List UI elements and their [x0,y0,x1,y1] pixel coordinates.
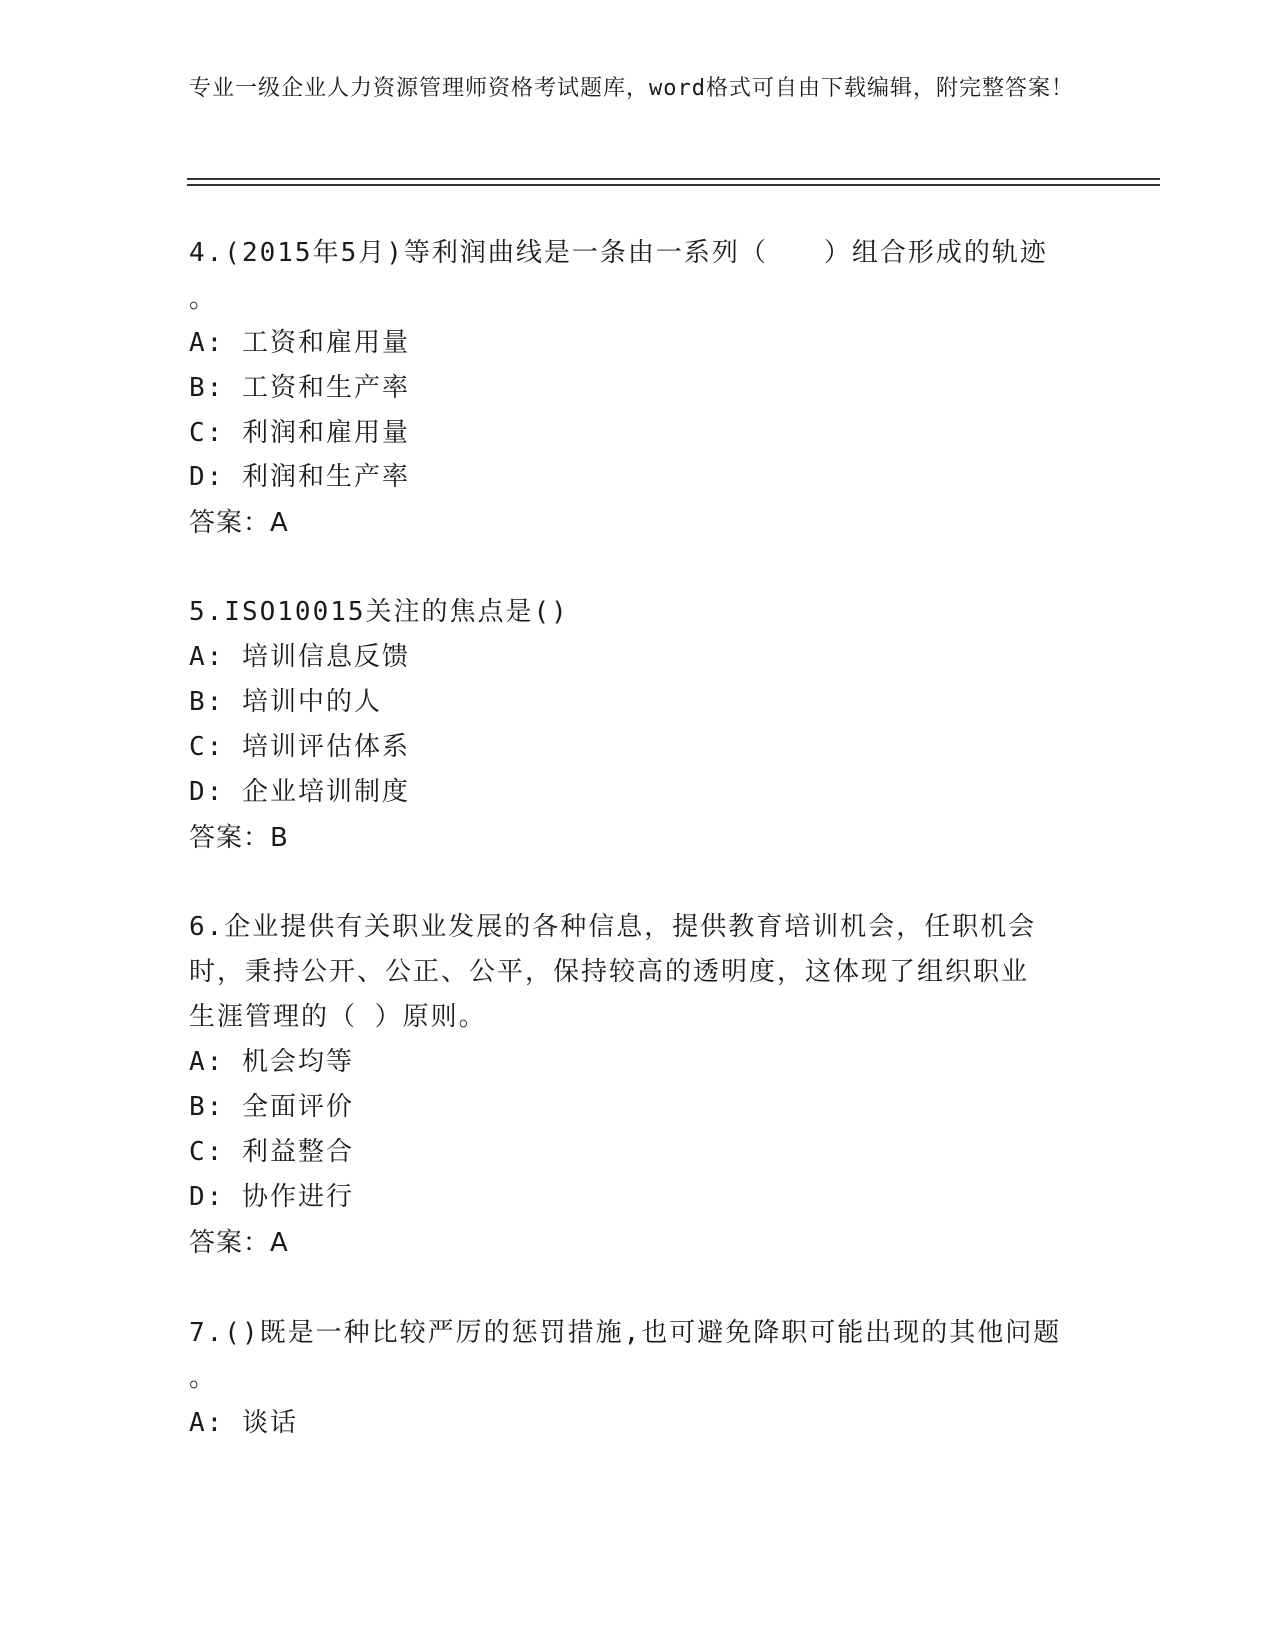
question-5-answer: 答案：B [189,823,289,853]
question-7-option-a: A: 谈话 [189,1408,298,1438]
header-divider-bottom [187,184,1160,186]
question-6-option-d: D: 协作进行 [189,1182,354,1212]
question-4-option-c: C: 利润和雇用量 [189,418,410,448]
question-6-stem-line-3: 生涯管理的（ ）原则。 [189,1002,487,1032]
question-5-option-d: D: 企业培训制度 [189,777,410,807]
question-6-option-c: C: 利益整合 [189,1137,354,1167]
question-4-option-d: D: 利润和生产率 [189,462,410,492]
question-6-answer: 答案：A [189,1228,289,1258]
question-4-stem-line-2: 。 [189,284,218,314]
question-6-stem-line-2: 时，秉持公开、公正、公平，保持较高的透明度，这体现了组织职业 [189,957,1030,987]
document-header: 专业一级企业人力资源管理师资格考试题库，word格式可自由下载编辑，附完整答案！ [189,76,1074,101]
question-4-stem-line-1: 4.(2015年5月)等利润曲线是一条由一系列（ ）组合形成的轨迹 [189,238,1048,268]
question-4-option-b: B: 工资和生产率 [189,373,410,403]
question-7-stem-line-1: 7.()既是一种比较严厉的惩罚措施,也可避免降职可能出现的其他问题 [189,1318,1062,1348]
question-5-option-c: C: 培训评估体系 [189,732,410,762]
question-7-stem-line-2: 。 [189,1363,218,1393]
question-5-stem-line-1: 5.ISO10015关注的焦点是() [189,597,569,627]
question-5-option-b: B: 培训中的人 [189,687,382,717]
header-divider-top [187,178,1160,180]
question-4-option-a: A: 工资和雇用量 [189,328,410,358]
question-6-option-a: A: 机会均等 [189,1047,354,1077]
question-6-option-b: B: 全面评价 [189,1092,354,1122]
question-5-option-a: A: 培训信息反馈 [189,642,410,672]
question-6-stem-line-1: 6.企业提供有关职业发展的各种信息，提供教育培训机会，任职机会 [189,912,1037,942]
question-4-answer: 答案：A [189,508,289,538]
